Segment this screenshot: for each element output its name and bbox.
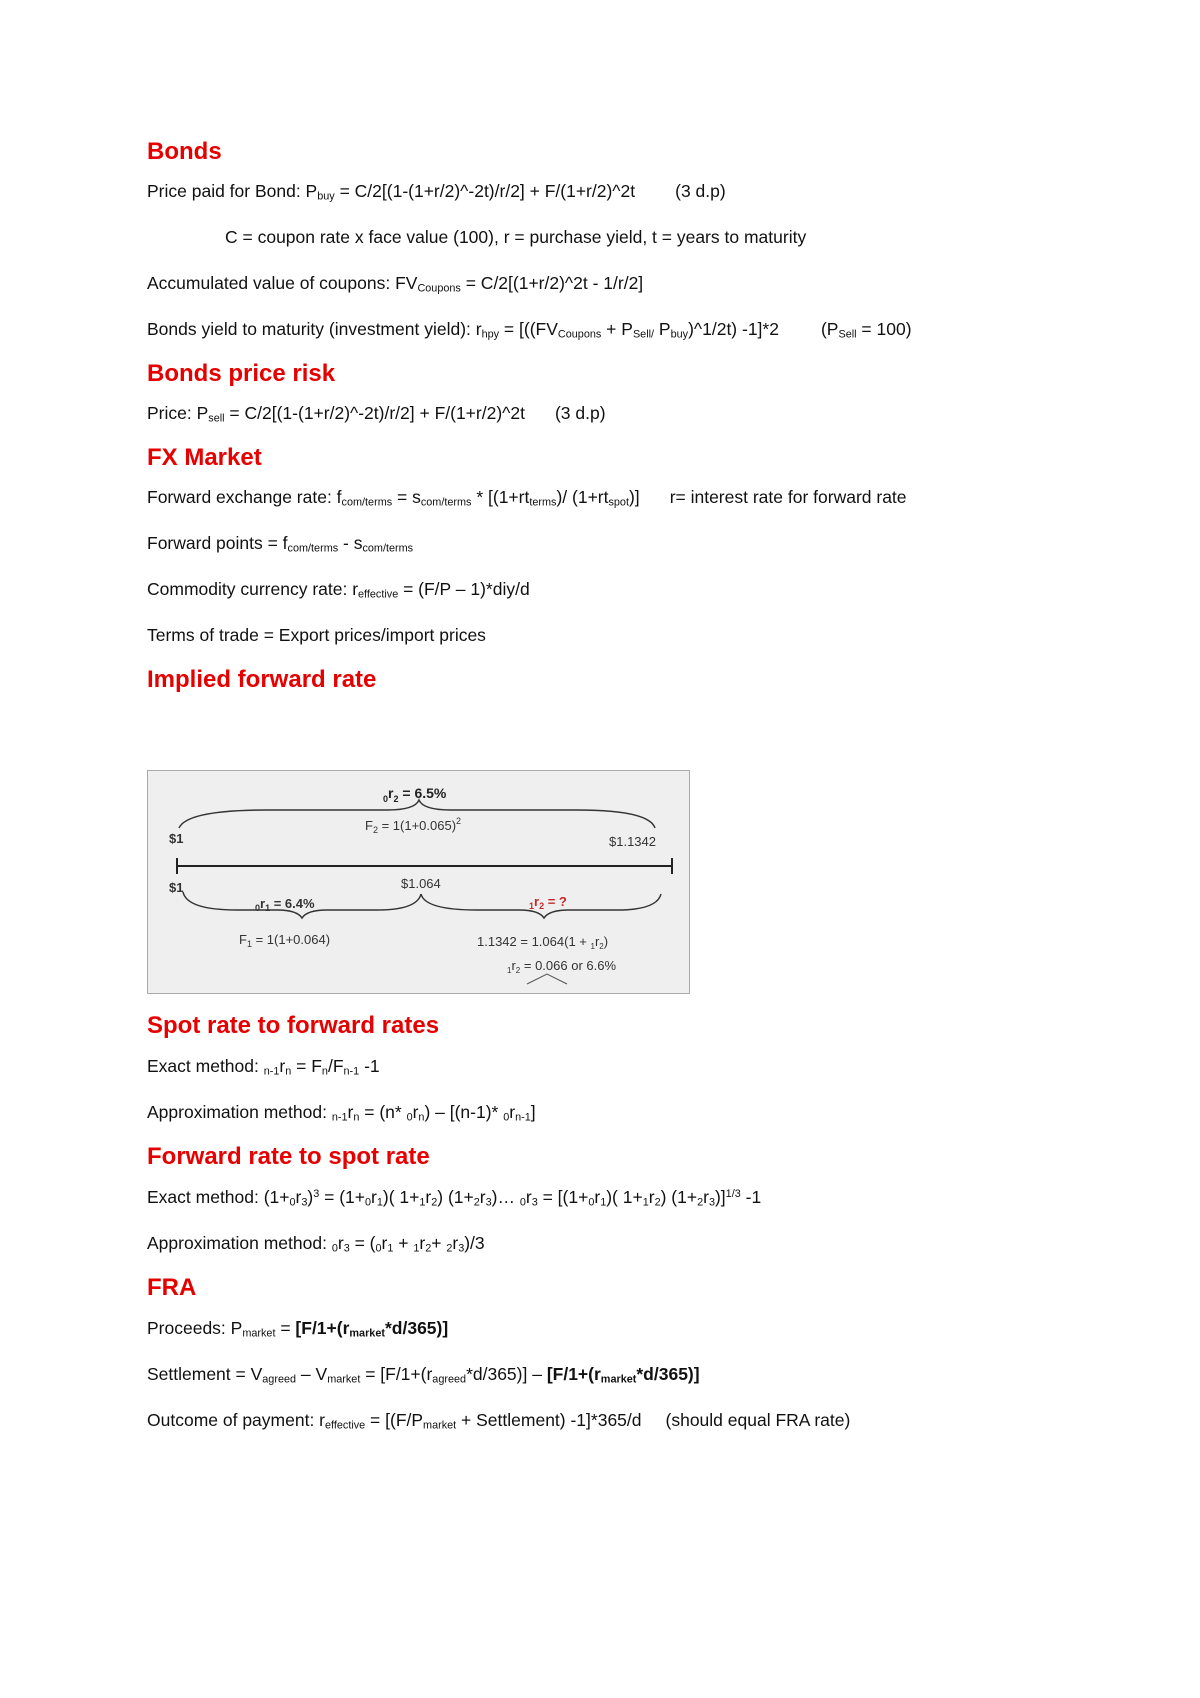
heading-spot-to-forward: Spot rate to forward rates [147, 1012, 440, 1039]
heading-forward-to-spot: Forward rate to spot rate [147, 1143, 430, 1170]
fra-settlement-formula: Settlement = $V_{agreed} - V_{market} = [F/1+(r_{agreed}*d/365)] - [F/1+(r_{market}*d/365)]$ [147, 1364, 700, 1386]
heading-fra: FRA [147, 1274, 197, 1301]
end-value-top: $1.1342 [609, 834, 656, 849]
equation-2: $_1r_2 = 0.066$ or 6.6% [507, 958, 617, 975]
bond-sell-price-formula: Price: $P_{sell}$ = C/2[(1-(1+r/2)^-2t)/r/2] + F/(1+r/2)^2t (3 d.p) [147, 403, 606, 425]
start-value-top: $1 [169, 831, 184, 846]
right-rate-label: $_1r_2$ = ? [529, 894, 567, 911]
f2-formula: $F_2 = 1(1+0.065)^2$ [365, 816, 462, 835]
heading-fx-market: FX Market [147, 444, 262, 471]
forward-to-spot-exact: Exact method: $(1+_0r_3)^3 = (1+_0r_1)$( $1+_1r_2$) $(1+_2r_3)\dots$ $_0r_3 = [(1+_0r_1)$( $1+_1r_2$) $(1+_2r_3)]^{1/3}$ -1 [147, 1187, 762, 1209]
commodity-currency-formula: Commodity currency rate: $r_{effective} = (F/P - 1)*diy/d$ [147, 579, 530, 601]
start-value-bottom: $1 [169, 880, 184, 895]
yield-to-maturity-formula: Bonds yield to maturity (investment yield): $r_{hpy} = [((FV_{Coupons} + P_{Sell/}$ $P_{buy})\^{}1/2t$) -1]*2 $(P_{Sell} = 100)$ [147, 319, 912, 341]
top-rate-label: $_0r_2 = 6.5\%$ [383, 785, 447, 804]
fra-proceeds-formula: Proceeds: $P_{market} = [F/1+(r_{market}*d/365)]$ [147, 1318, 449, 1340]
heading-bonds: Bonds [147, 138, 222, 165]
f1-formula: $F_1 = 1(1+0.064)$ [239, 932, 331, 949]
document-page [147, 140, 1107, 698]
spot-to-forward-exact: Exact method: $_{n-1}r_n = F_n/F_{n-1}$ -1 [147, 1056, 380, 1078]
bond-price-formula: Price paid for Bond: $P_{buy}$ = C/2[(1-(1+r/2)^-2t)/r/2] + F/(1+r/2)^2t (3 d.p) [147, 181, 726, 203]
document-page-lower [147, 1014, 1107, 1436]
diagram-svg [147, 770, 690, 994]
equation-1: $1.1342 = 1.064(1 + _1r_2)$ [477, 934, 609, 951]
bond-definitions: C = coupon rate x face value (100), r = purchase yield, t = years to maturity [225, 227, 807, 247]
terms-of-trade-formula: Terms of trade = Export prices/import prices [147, 625, 486, 645]
forward-to-spot-approx: Approximation method: $_0r_3 = (_0r_1 + _1r_2+ _2r_3)/3$ [147, 1233, 485, 1255]
heading-implied-forward-rate: Implied forward rate [147, 666, 377, 693]
mid-value: $1.064 [401, 876, 441, 891]
left-rate-label: $_0r_1 = 6.4\%$ [255, 896, 315, 913]
spot-to-forward-approx: Approximation method: $_{n-1}r_n = (n*$ $_0r_n) - [(n-1)*$ $_0r_{n-1}$] [147, 1102, 536, 1124]
heading-bonds-price-risk: Bonds price risk [147, 360, 336, 387]
accumulated-coupons-formula: Accumulated value of coupons: $FV_{Coupons}$ = C/2[(1+r/2)^2t - 1/r/2] [147, 273, 644, 295]
forward-exchange-rate-formula: Forward exchange rate: $f_{com/terms} = s_{com/terms} * [(1+rt_{terms})/$ $(1+rt_{spot})$] r= interest rate for forward rate [147, 487, 907, 509]
fra-outcome-formula: Outcome of payment: $r_{effective} = [(F/P_{market}$ + Settlement) -1]*365/d (should equal FRA rate) [147, 1410, 851, 1432]
implied-forward-rate-diagram [147, 770, 690, 994]
forward-points-formula: Forward points = $f_{com/terms} - s_{com/terms}$ [147, 533, 414, 555]
